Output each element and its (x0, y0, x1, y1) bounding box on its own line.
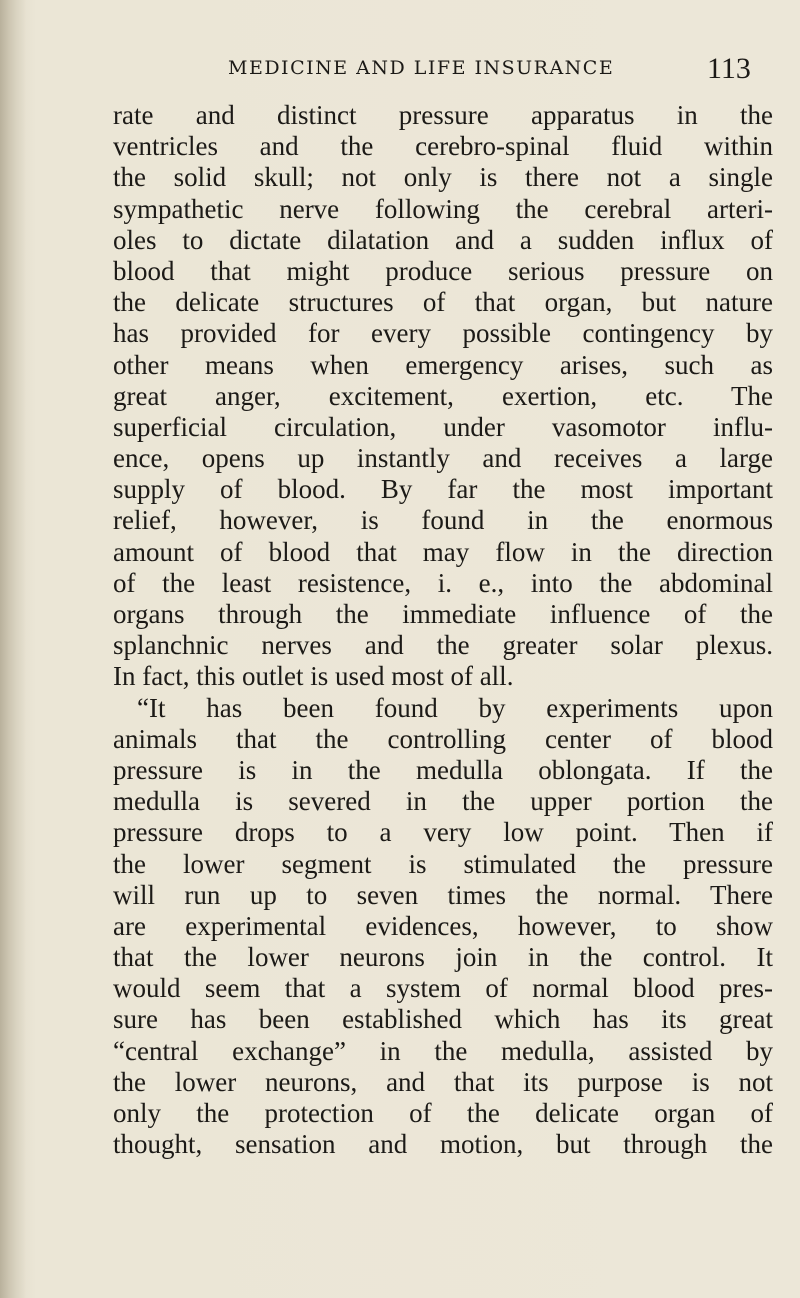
text-line: the delicate structures of that organ, but nature (113, 287, 773, 318)
text-line: organs through the immediate influence of the (113, 599, 773, 629)
text-line: pressure drops to a very low point. Then if (113, 817, 773, 848)
page-number: 113 (707, 52, 751, 85)
text-line: the lower segment is stimulated the pressure (113, 848, 773, 879)
text-line: medulla is severed in the upper portion the (113, 786, 773, 817)
running-title: MEDICINE AND LIFE INSURANCE (228, 57, 615, 79)
text-line: would seem that a system of normal blood pres- (113, 973, 773, 1004)
page-gutter-shadow (0, 0, 26, 1298)
page-header (0, 50, 800, 90)
text-line: only the protection of the delicate organ of (113, 1098, 773, 1128)
text-line: relief, however, is found in the enormous (113, 505, 773, 536)
text-line: of the least resistence, i. e., into the abdominal (113, 567, 773, 598)
text-line: amount of blood that may flow in the direction (113, 536, 773, 567)
text-line: pressure is in the medulla oblongata. If the (113, 754, 773, 785)
text-line: great anger, excitement, exertion, etc. The (113, 380, 773, 411)
text-line: that the lower neurons join in the control. It (113, 942, 773, 973)
text-line: oles to dictate dilatation and a sudden influx of (113, 224, 773, 255)
text-line: sympathetic nerve following the cerebral arteri- (113, 193, 773, 224)
body-text (113, 100, 773, 1160)
text-line: supply of blood. By far the most important (113, 474, 773, 505)
text-line: splanchnic nerves and the greater solar plexus. (113, 630, 773, 661)
text-line: “central exchange” in the medulla, assisted by (113, 1035, 773, 1066)
text-line: ence, opens up instantly and receives a large (113, 443, 773, 474)
text-line: the lower neurons, and that its purpose is not (113, 1066, 773, 1097)
text-line: superficial circulation, under vasomotor influ- (113, 411, 773, 442)
text-line: animals that the controlling center of blood (113, 723, 773, 754)
text-line: the solid skull; not only is there not a single (113, 162, 773, 193)
text-line: ventricles and the cerebro-spinal fluid within (113, 131, 773, 162)
text-line: rate and distinct pressure apparatus in the (113, 100, 773, 130)
text-line: sure has been established which has its great (113, 1004, 773, 1035)
text-line: thought, sensation and motion, but through the (113, 1129, 773, 1160)
text-line: has provided for every possible contingency by (113, 318, 773, 349)
text-line: other means when emergency arises, such as (113, 349, 773, 380)
paragraph-start-line: “It has been found by experiments upon (137, 692, 773, 723)
text-line: will run up to seven times the normal. There (113, 879, 773, 910)
text-line: blood that might produce serious pressure on (113, 255, 773, 286)
text-line: are experimental evidences, however, to show (113, 910, 773, 941)
paragraph-end-line: In fact, this outlet is used most of all. (113, 661, 514, 692)
